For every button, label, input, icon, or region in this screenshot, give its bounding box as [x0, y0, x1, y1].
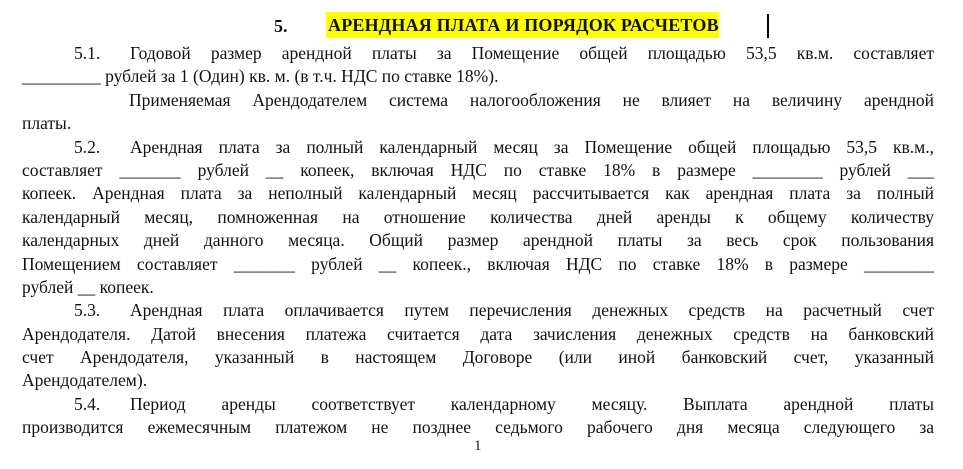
clause-5-2-line-2: составляет _______ рублей __ копеек, включая НДС по ставке 18% в размере ________ рублей ___ — [22, 159, 934, 180]
document-page — [22, 10, 934, 440]
clause-5-3-line-2: Арендодателя. Датой внесения платежа считается дата зачисления денежных средств на банковский — [22, 323, 934, 344]
clause-5-3-line-4: Арендодателем). — [22, 370, 148, 391]
clause-number: 5.2. — [74, 136, 101, 157]
section-number: 5. — [274, 16, 288, 36]
clause-5-2-line-4: календарный месяц, помноженная на отношение количества дней аренды к общему количеству — [22, 206, 934, 227]
text-cursor — [767, 14, 769, 38]
clause-5-2-line-6: Помещением составляет _______ рублей __ копеек., включая НДС по ставке 18% в размере ________ — [22, 253, 934, 274]
clause-5-2-line-7: рублей __ копеек. — [22, 276, 154, 297]
clause-5-1-taxation-line-2: платы. — [22, 113, 72, 134]
clause-5-1 — [22, 42, 934, 89]
clause-number: 5.1. — [74, 43, 101, 63]
clause-5-4-line-2: производится ежемесячным платежом не позднее седьмого рабочего дня месяца следующего за — [22, 417, 934, 438]
section-title-highlighted[interactable]: АРЕНДНАЯ ПЛАТА И ПОРЯДОК РАСЧЕТОВ — [326, 12, 719, 38]
clause-text: Годовой размер арендной платы за Помещение общей площадью 53,5 кв.м. составляет — [130, 43, 934, 63]
clause-5-2-line-5: календарных дней данного месяца. Общий размер арендной платы за весь срок пользования — [22, 230, 934, 251]
clause-text: Арендная плата за полный календарный месяц за Помещение общей площадью 53,5 кв.м., — [130, 136, 934, 157]
clause-5-3-line-3: счет Арендодателя, указанный в настоящем Договоре (или иной банковский счет, указанный — [22, 347, 934, 368]
clause-5-1-taxation-line-1: Применяемая Арендодателем система налогообложения не влияет на величину арендной — [129, 89, 934, 110]
clause-5-4-line-1 — [22, 393, 934, 416]
clause-text: Период аренды соответствует календарному месяцу. Выплата арендной платы — [130, 393, 934, 414]
clause-number: 5.4. — [74, 393, 101, 414]
clause-5-2-line-1 — [22, 136, 934, 159]
clause-text: Арендная плата оплачивается путем перечисления денежных средств на расчетный счет — [130, 300, 934, 321]
section-heading — [22, 10, 934, 42]
clause-number: 5.3. — [74, 300, 101, 321]
clause-5-2-line-3: копеек. Арендная плата за неполный календарный месяц рассчитывается как арендная плата за полный — [22, 183, 934, 204]
page-number: 1 — [474, 438, 482, 454]
clause-5-1-taxation — [22, 89, 934, 136]
clause-5-2 — [22, 136, 934, 300]
clause-5-1-line-2: _________ рублей за 1 (Один) кв. м. (в т.ч. НДС по ставке 18%). — [22, 66, 499, 87]
clause-5-4 — [22, 393, 934, 440]
clause-5-3-line-1 — [22, 299, 934, 322]
clause-5-1-line-1 — [22, 42, 934, 65]
clause-5-3 — [22, 299, 934, 393]
